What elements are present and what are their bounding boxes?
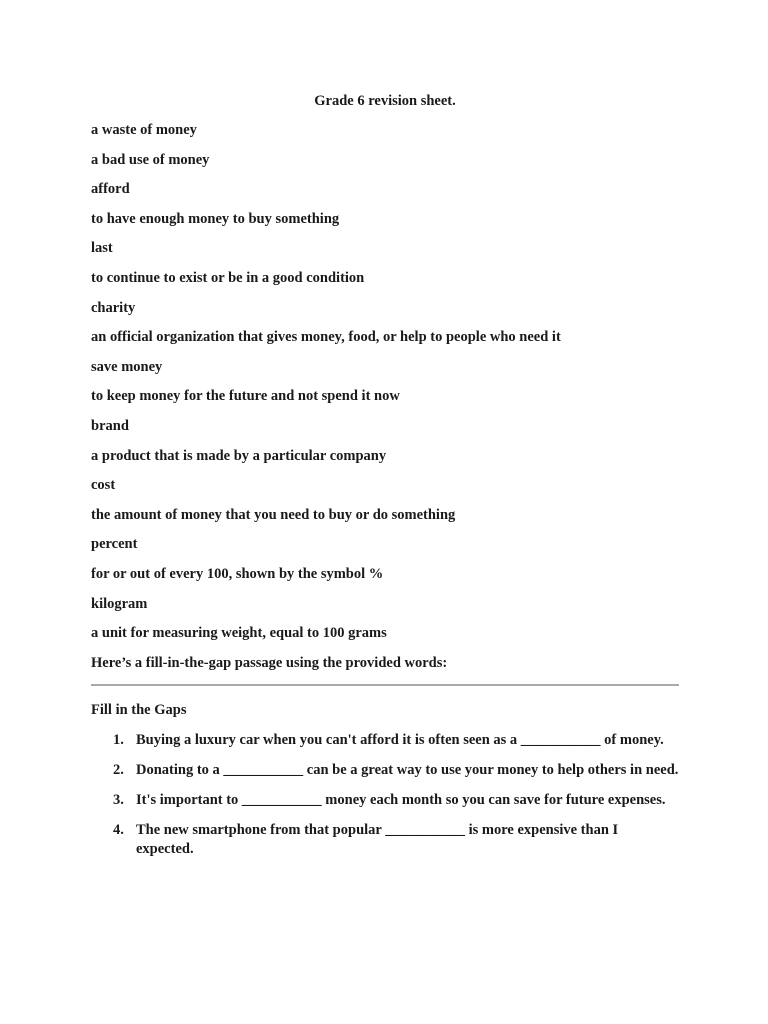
- gap-item: [91, 821, 679, 859]
- vocab-line: to keep money for the future and not spend it now: [91, 388, 400, 405]
- page-title: Grade 6 revision sheet.: [314, 93, 456, 109]
- gap-item-text: The new smartphone from that popular ___________ is more expensive than I expected.: [136, 822, 619, 858]
- gap-item: [91, 791, 679, 810]
- gap-item-number: 4.: [113, 822, 124, 839]
- vocab-line: the amount of money that you need to buy or do something: [91, 506, 456, 523]
- gap-item-text: Buying a luxury car when you can't afford it is often seen as a ___________ of money.: [136, 732, 664, 749]
- gap-item-number: 2.: [113, 762, 124, 779]
- vocab-line: a unit for measuring weight, equal to 100 grams: [91, 625, 387, 642]
- section-divider: [91, 684, 679, 686]
- gap-item-number: 1.: [113, 732, 124, 749]
- vocab-line: an official organization that gives money, food, or help to people who need it: [91, 329, 561, 346]
- gap-item: [91, 731, 679, 750]
- gap-item-text: It's important to ___________ money each month so you can save for future expenses.: [136, 792, 666, 809]
- vocab-line: save money: [91, 358, 163, 375]
- vocab-line: a waste of money: [91, 122, 197, 138]
- gap-item-number: 3.: [113, 792, 124, 809]
- vocab-line: brand: [91, 417, 129, 434]
- vocab-line: to continue to exist or be in a good condition: [91, 269, 365, 286]
- vocabulary-list: [91, 122, 679, 672]
- vocab-line: kilogram: [91, 595, 148, 612]
- vocab-line: to have enough money to buy something: [91, 210, 340, 227]
- gap-item: [91, 761, 679, 780]
- gap-item-text: Donating to a ___________ can be a great way to use your money to help others in need.: [136, 762, 679, 779]
- vocab-line: charity: [91, 299, 136, 316]
- section-heading: Fill in the Gaps: [91, 702, 187, 719]
- vocab-line: for or out of every 100, shown by the symbol %: [91, 565, 384, 582]
- vocab-line: afford: [91, 181, 130, 198]
- vocab-line: percent: [91, 536, 138, 553]
- revision-sheet-page: [91, 93, 679, 870]
- vocab-line: a bad use of money: [91, 151, 210, 168]
- fill-in-gap-list: [91, 731, 679, 859]
- vocab-line: last: [91, 240, 113, 257]
- vocab-line: cost: [91, 477, 116, 494]
- intro-line: Here’s a fill-in-the-gap passage using the provided words:: [91, 654, 448, 671]
- vocab-line: a product that is made by a particular company: [91, 447, 387, 464]
